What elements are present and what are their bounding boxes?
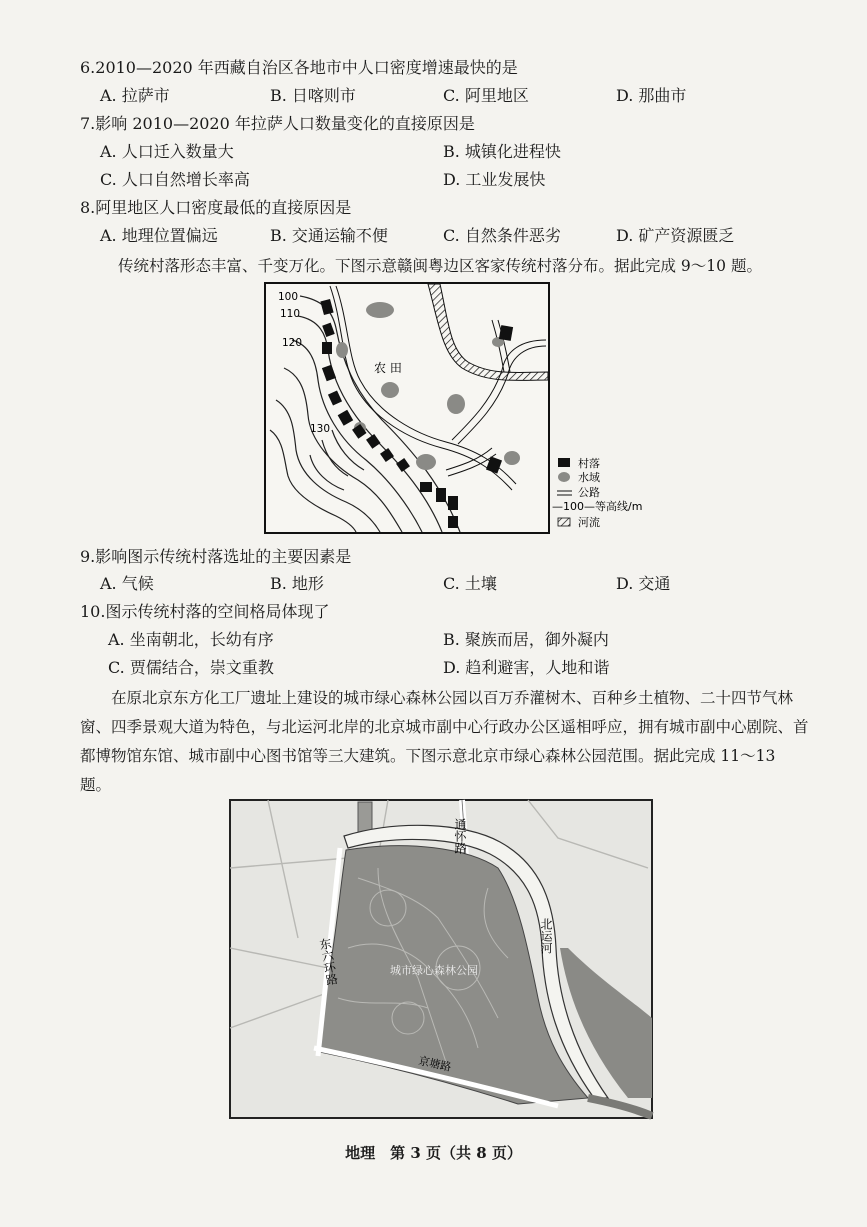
contour-label-100: 100: [278, 291, 299, 303]
paragraph-11-13: 在原北京东方化工厂遗址上建设的城市绿心森林公园以百万乔灌树木、百种乡土植物、二十四节气林窗、四季景观大道为特色，与北运河北岸的北京城市副中心行政办公区遥相呼应，拥有城市副中心剧院、首都博物馆东馆、城市副中心图书馆等三大建筑。下图示意北京市绿心森林公园范围。据此完成 11～13 题。: [80, 689, 809, 794]
road-label-dongliuhuan: 东六环路: [317, 936, 340, 987]
question-8-option-c: C. 自然条件恶劣: [443, 226, 561, 245]
question-8-stem: 8.阿里地区人口密度最低的直接原因是: [80, 198, 352, 217]
question-7-option-b: B. 城镇化进程快: [443, 142, 561, 161]
question-10-option-d: D. 趋利避害，人地和谐: [443, 658, 610, 677]
page-footer: 地理 第 3 页（共 8 页）: [345, 1144, 522, 1162]
road-label-jingtang: 京塘路: [417, 1054, 453, 1074]
question-8-option-d: D. 矿产资源匮乏: [616, 226, 735, 245]
legend-village: 村落: [578, 457, 600, 470]
question-6-option-d: D. 那曲市: [616, 86, 687, 105]
legend-water: 水域: [578, 471, 600, 484]
question-8-option-a: A. 地理位置偏远: [100, 226, 218, 245]
map-legend: [552, 456, 642, 529]
question-10-stem: 10.图示传统村落的空间格局体现了: [80, 602, 330, 621]
question-9-option-b: B. 地形: [270, 574, 324, 593]
question-6-option-a: A. 拉萨市: [100, 86, 170, 105]
question-10-option-b: B. 聚族而居，御外凝内: [443, 630, 609, 649]
contour-label-120: 120: [282, 337, 303, 349]
intro-9-10: 传统村落形态丰富、千变万化。下图示意赣闽粤边区客家传统村落分布。据此完成 9～10 题。: [118, 257, 762, 275]
question-6-option-b: B. 日喀则市: [270, 86, 356, 105]
question-9-option-c: C. 土壤: [443, 574, 497, 593]
question-6-option-c: C. 阿里地区: [443, 86, 529, 105]
question-7-option-d: D. 工业发展快: [443, 170, 546, 189]
park-label: 城市绿心森林公园: [390, 964, 478, 977]
green-heart-park-map: [228, 798, 654, 1120]
question-6-stem: 6.2010—2020 年西藏自治区各地市中人口密度增速最快的是: [80, 58, 518, 77]
legend-road: 公路: [578, 486, 600, 499]
question-9-stem: 9.影响图示传统村落选址的主要因素是: [80, 547, 352, 566]
question-8-option-b: B. 交通运输不便: [270, 226, 388, 245]
question-10-option-c: C. 贾儒结合，崇文重教: [108, 658, 274, 677]
question-9-option-d: D. 交通: [616, 574, 671, 593]
question-9-option-a: A. 气候: [100, 574, 154, 593]
question-7-stem: 7.影响 2010—2020 年拉萨人口数量变化的直接原因是: [80, 114, 475, 133]
legend-river: 河流: [578, 516, 600, 529]
road-label-tonghuai: 通怀路: [453, 818, 467, 854]
contour-label-110: 110: [280, 308, 301, 320]
question-10-option-a: A. 坐南朝北，长幼有序: [108, 630, 274, 649]
question-7-option-c: C. 人口自然增长率高: [100, 170, 250, 189]
farmland-label: 农 田: [374, 361, 402, 375]
river-label-north-canal: 北运河: [539, 918, 553, 954]
legend-contour: —100—等高线/m: [552, 500, 643, 513]
contour-label-130: 130: [310, 423, 331, 435]
hakka-village-map: [262, 280, 662, 538]
question-7-option-a: A. 人口迁入数量大: [100, 142, 234, 161]
